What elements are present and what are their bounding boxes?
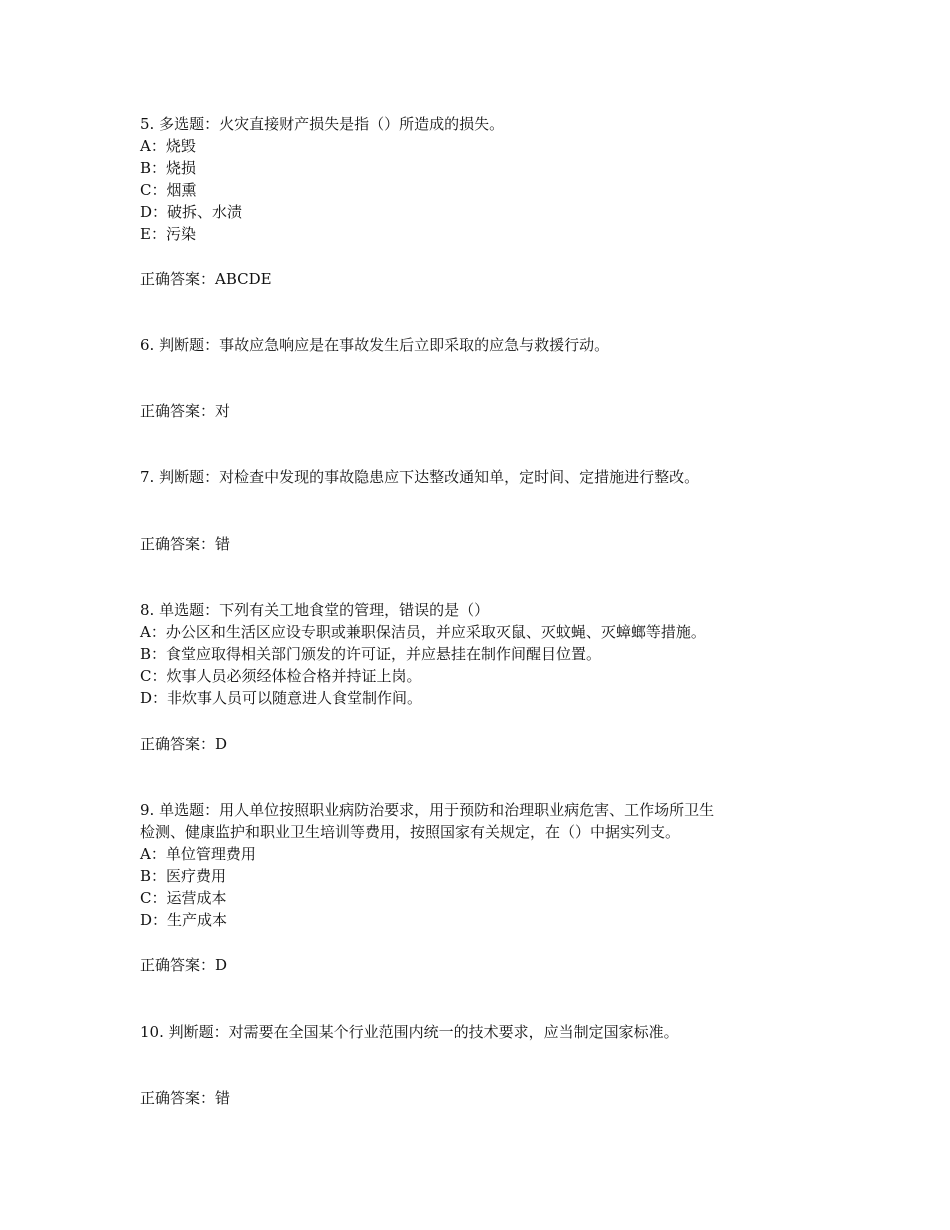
question-5 <box>140 113 820 245</box>
question-7 <box>140 466 820 488</box>
option-b: B：医疗费用 <box>140 867 227 885</box>
option-c: C：炊事人员必须经体检合格并持证上岗。 <box>140 667 422 685</box>
question-10 <box>140 1021 820 1043</box>
option-d: D：生产成本 <box>140 911 228 929</box>
question-stem: 10. 判断题：对需要在全国某个行业范围内统一的技术要求，应当制定国家标准。 <box>140 1023 679 1041</box>
option-a: A：单位管理费用 <box>140 845 256 863</box>
question-stem: 8. 单选题：下列有关工地食堂的管理，错误的是（） <box>140 601 490 619</box>
question-stem: 5. 多选题：火灾直接财产损失是指（）所造成的损失。 <box>140 115 505 133</box>
question-stem-line-1: 9. 单选题：用人单位按照职业病防治要求，用于预防和治理职业病危害、工作场所卫生 <box>140 801 715 819</box>
option-d: D：非炊事人员可以随意进人食堂制作间。 <box>140 689 423 707</box>
option-e: E：污染 <box>140 225 196 243</box>
question-stem: 7. 判断题：对检查中发现的事故隐患应下达整改通知单，定时间、定措施进行整改。 <box>140 468 700 486</box>
answer-6: 正确答案：对 <box>140 402 231 420</box>
option-a: A：办公区和生活区应设专职或兼职保洁员，并应采取灭鼠、灭蚊蝇、灭蟑螂等措施。 <box>140 623 706 641</box>
question-6 <box>140 334 820 356</box>
answer-9: 正确答案：D <box>140 956 228 974</box>
answer-10: 正确答案：错 <box>140 1089 231 1107</box>
option-d: D：破拆、水渍 <box>140 203 243 221</box>
option-a: A：烧毁 <box>140 137 196 155</box>
option-b: B：食堂应取得相关部门颁发的许可证，并应悬挂在制作间醒目位置。 <box>140 645 602 663</box>
question-9 <box>140 799 820 931</box>
question-stem: 6. 判断题：事故应急响应是在事故发生后立即采取的应急与救援行动。 <box>140 336 610 354</box>
option-b: B：烧损 <box>140 159 197 177</box>
answer-5: 正确答案：ABCDE <box>140 270 272 288</box>
answer-7: 正确答案：错 <box>140 535 231 553</box>
option-c: C：运营成本 <box>140 889 227 907</box>
question-8 <box>140 599 820 709</box>
answer-8: 正确答案：D <box>140 735 228 753</box>
option-c: C：烟熏 <box>140 181 197 199</box>
question-stem-line-2: 检测、健康监护和职业卫生培训等费用，按照国家有关规定，在（）中据实列支。 <box>140 823 681 841</box>
